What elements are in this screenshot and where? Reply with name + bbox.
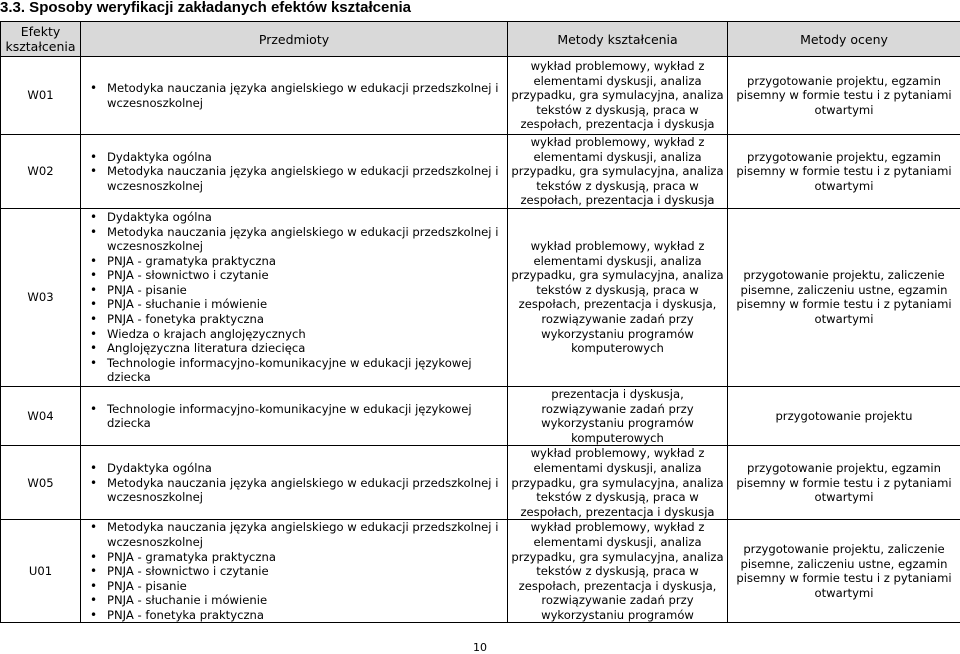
subjects-list: [83, 520, 505, 622]
subject-item: • Metodyka nauczania języka angielskiego w edukacji przedszkolnej i wczesnoszkolnej: [83, 520, 505, 549]
methods-cell: wykład problemowy, wykład z elementami dyskusji, analiza przypadku, gra symulacyjna, analiza tekstów z dyskusją, praca w zespołach, prezentacja i dyskusja: [508, 446, 728, 520]
page-number: 10: [0, 641, 960, 654]
subject-item: • Technologie informacyjno-komunikacyjne w edukacji językowej dziecka: [83, 356, 505, 385]
subjects-list: [83, 210, 505, 385]
methods-cell: prezentacja i dyskusja, rozwiązywanie zadań przy wykorzystaniu programów komputerowych: [508, 386, 728, 445]
subject-item: • Metodyka nauczania języka angielskiego w edukacji przedszkolnej i wczesnoszkolnej: [83, 81, 505, 110]
subject-item: • Dydaktyka ogólna: [83, 150, 505, 165]
methods-cell: wykład problemowy, wykład z elementami dyskusji, analiza przypadku, gra symulacyjna, analiza tekstów z dyskusją, praca w zespołach, prezentacja i dyskusja: [508, 135, 728, 209]
header-metody-oceny: Metody oceny: [728, 22, 960, 57]
subject-item: • Metodyka nauczania języka angielskiego w edukacji przedszkolnej i wczesnoszkolnej: [83, 164, 505, 193]
subject-item: • Anglojęzyczna literatura dziecięca: [83, 341, 505, 356]
assessment-cell: przygotowanie projektu, egzamin pisemny w formie testu i z pytaniami otwartymi: [728, 446, 960, 520]
table-body: [1, 57, 960, 623]
subject-item: • PNJA - słuchanie i mówienie: [83, 297, 505, 312]
effect-code: W05: [1, 446, 81, 520]
subject-item: • Metodyka nauczania języka angielskiego w edukacji przedszkolnej i wczesnoszkolnej: [83, 225, 505, 254]
assessment-cell: przygotowanie projektu: [728, 386, 960, 445]
subject-item: • Technologie informacyjno-komunikacyjne w edukacji językowej dziecka: [83, 402, 505, 431]
table-row: [1, 520, 960, 623]
subjects-cell: [81, 446, 508, 520]
subject-item: • PNJA - słuchanie i mówienie: [83, 593, 505, 608]
subject-item: • PNJA - słownictwo i czytanie: [83, 564, 505, 579]
table-row: [1, 208, 960, 386]
subject-item: • Wiedza o krajach anglojęzycznych: [83, 327, 505, 342]
subjects-list: [83, 402, 505, 431]
methods-cell: wykład problemowy, wykład z elementami dyskusji, analiza przypadku, gra symulacyjna, analiza tekstów z dyskusją, praca w zespołach, prezentacja i dyskusja, rozwiązywanie zadań przy wykorzystaniu programów: [508, 520, 728, 623]
assessment-cell: przygotowanie projektu, zaliczenie pisemne, zaliczeniu ustne, egzamin pisemny w formie testu i z pytaniami otwartymi: [728, 208, 960, 386]
subject-item: • PNJA - gramatyka praktyczna: [83, 550, 505, 565]
effect-code: W03: [1, 208, 81, 386]
assessment-cell: przygotowanie projektu, zaliczenie pisemne, zaliczeniu ustne, egzamin pisemny w formie testu i z pytaniami otwartymi: [728, 520, 960, 623]
subjects-list: [83, 81, 505, 110]
methods-cell: wykład problemowy, wykład z elementami dyskusji, analiza przypadku, gra symulacyjna, analiza tekstów z dyskusją, praca w zespołach, prezentacja i dyskusja, rozwiązywanie zadań przy wykorzystaniu programów komputerowych: [508, 208, 728, 386]
assessment-cell: przygotowanie projektu, egzamin pisemny w formie testu i z pytaniami otwartymi: [728, 135, 960, 209]
assessment-cell: przygotowanie projektu, egzamin pisemny w formie testu i z pytaniami otwartymi: [728, 57, 960, 135]
effect-code: W01: [1, 57, 81, 135]
methods-cell: wykład problemowy, wykład z elementami dyskusji, analiza przypadku, gra symulacyjna, analiza tekstów z dyskusją, praca w zespołach, prezentacja i dyskusja: [508, 57, 728, 135]
subject-item: • Metodyka nauczania języka angielskiego w edukacji przedszkolnej i wczesnoszkolnej: [83, 476, 505, 505]
verification-table: [0, 21, 960, 623]
section-heading: 3.3. Sposoby weryfikacji zakładanych efektów kształcenia: [0, 0, 960, 17]
subject-item: • PNJA - pisanie: [83, 579, 505, 594]
subject-item: • Dydaktyka ogólna: [83, 210, 505, 225]
effect-code: U01: [1, 520, 81, 623]
effect-code: W04: [1, 386, 81, 445]
subjects-list: [83, 150, 505, 194]
table-row: [1, 386, 960, 445]
subjects-cell: [81, 208, 508, 386]
subject-item: • PNJA - fonetyka praktyczna: [83, 312, 505, 327]
subject-item: • Dydaktyka ogólna: [83, 461, 505, 476]
subject-item: • PNJA - fonetyka praktyczna: [83, 608, 505, 623]
subjects-cell: [81, 520, 508, 623]
subject-item: • PNJA - gramatyka praktyczna: [83, 254, 505, 269]
subjects-cell: [81, 135, 508, 209]
table-row: [1, 135, 960, 209]
header-efekty: Efekty kształcenia: [1, 22, 81, 57]
header-przedmioty: Przedmioty: [81, 22, 508, 57]
header-metody-ksztalcenia: Metody kształcenia: [508, 22, 728, 57]
subjects-cell: [81, 57, 508, 135]
subject-item: • PNJA - pisanie: [83, 283, 505, 298]
table-row: [1, 57, 960, 135]
header-row: [1, 22, 960, 57]
subject-item: • PNJA - słownictwo i czytanie: [83, 268, 505, 283]
subjects-list: [83, 461, 505, 505]
subjects-cell: [81, 386, 508, 445]
table-row: [1, 446, 960, 520]
effect-code: W02: [1, 135, 81, 209]
